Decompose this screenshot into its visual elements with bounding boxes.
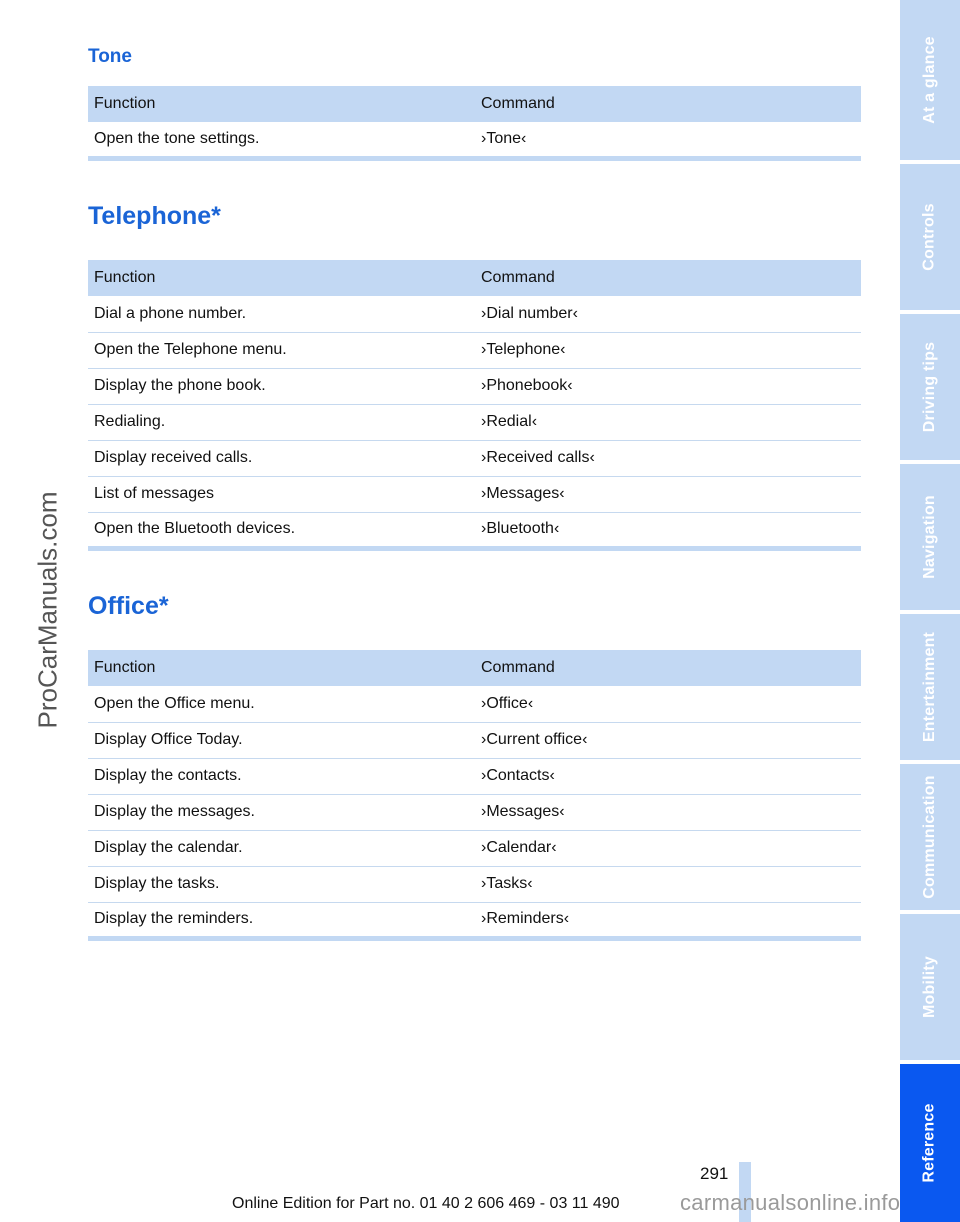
table-row: [88, 722, 861, 758]
table-row: [88, 794, 861, 830]
function-cell: Display the messages.: [88, 794, 475, 830]
tab-label: Communication: [921, 775, 938, 899]
command-cell: ›Calendar‹: [475, 830, 861, 866]
tab-reference[interactable]: [900, 1064, 960, 1222]
tone-command-table: [88, 86, 861, 161]
table-row: [88, 830, 861, 866]
tab-driving-tips[interactable]: [900, 314, 960, 460]
telephone-command-table: [88, 260, 861, 551]
tab-label: Navigation: [921, 495, 939, 579]
function-cell: Display the phone book.: [88, 368, 475, 404]
tab-mobility[interactable]: [900, 914, 960, 1060]
function-cell: Display received calls.: [88, 440, 475, 476]
function-cell: Open the Bluetooth devices.: [88, 512, 475, 548]
command-cell: ›Bluetooth‹: [475, 512, 861, 548]
table-row: [88, 512, 861, 548]
command-cell: ›Current office‹: [475, 722, 861, 758]
function-cell: Display the tasks.: [88, 866, 475, 902]
table-header-row: [88, 86, 861, 122]
command-cell: ›Messages‹: [475, 794, 861, 830]
section-title-office: Office*: [88, 592, 169, 620]
command-cell: ›Contacts‹: [475, 758, 861, 794]
column-header-function: Function: [88, 650, 475, 686]
table-row: [88, 122, 861, 158]
table-header-row: [88, 260, 861, 296]
table-row: [88, 902, 861, 938]
page-number: 291: [700, 1164, 729, 1183]
function-cell: Redialing.: [88, 404, 475, 440]
tab-label: At a glance: [921, 36, 938, 124]
section-title-tone: Tone: [88, 46, 132, 67]
table-row: [88, 758, 861, 794]
tab-label: Reference: [921, 1103, 938, 1183]
function-cell: Display Office Today.: [88, 722, 475, 758]
command-cell: ›Messages‹: [475, 476, 861, 512]
tab-label: Driving tips: [921, 341, 939, 433]
command-cell: ›Dial number‹: [475, 296, 861, 332]
column-header-command: Command: [475, 86, 861, 122]
command-cell: ›Office‹: [475, 686, 861, 722]
tab-communication[interactable]: [900, 764, 960, 910]
column-header-command: Command: [475, 260, 861, 296]
footer-edition: Online Edition for Part no. 01 40 2 606 469 - 03 11 490: [232, 1195, 620, 1212]
function-cell: Open the tone settings.: [88, 122, 475, 158]
command-cell: ›Tasks‹: [475, 866, 861, 902]
function-cell: Open the Telephone menu.: [88, 332, 475, 368]
command-cell: ›Reminders‹: [475, 902, 861, 938]
column-header-command: Command: [475, 650, 861, 686]
table-row: [88, 440, 861, 476]
function-cell: Display the reminders.: [88, 902, 475, 938]
command-cell: ›Phonebook‹: [475, 368, 861, 404]
table-row: [88, 476, 861, 512]
table-row: [88, 332, 861, 368]
command-cell: ›Telephone‹: [475, 332, 861, 368]
command-cell: ›Redial‹: [475, 404, 861, 440]
tab-label: Entertainment: [921, 631, 939, 743]
footer-site-watermark: carmanualsonline.info: [680, 1190, 901, 1215]
table-row: [88, 404, 861, 440]
command-cell: ›Tone‹: [475, 122, 861, 158]
function-cell: Display the calendar.: [88, 830, 475, 866]
table-row: [88, 368, 861, 404]
tab-label: Controls: [921, 203, 938, 271]
command-cell: ›Received calls‹: [475, 440, 861, 476]
office-command-table: [88, 650, 861, 941]
side-chapter-tabs: [900, 0, 960, 1222]
tab-entertainment[interactable]: [900, 614, 960, 760]
tab-controls[interactable]: [900, 164, 960, 310]
watermark-text: ProCarManuals.com: [32, 491, 63, 729]
table-row: [88, 866, 861, 902]
function-cell: Display the contacts.: [88, 758, 475, 794]
table-row: [88, 686, 861, 722]
column-header-function: Function: [88, 260, 475, 296]
tab-navigation[interactable]: [900, 464, 960, 610]
tab-at-a-glance[interactable]: [900, 0, 960, 160]
tab-label: Mobility: [921, 955, 939, 1019]
column-header-function: Function: [88, 86, 475, 122]
function-cell: List of messages: [88, 476, 475, 512]
watermark: [28, 460, 68, 760]
table-row: [88, 296, 861, 332]
function-cell: Dial a phone number.: [88, 296, 475, 332]
section-title-telephone: Telephone*: [88, 202, 221, 230]
table-header-row: [88, 650, 861, 686]
function-cell: Open the Office menu.: [88, 686, 475, 722]
